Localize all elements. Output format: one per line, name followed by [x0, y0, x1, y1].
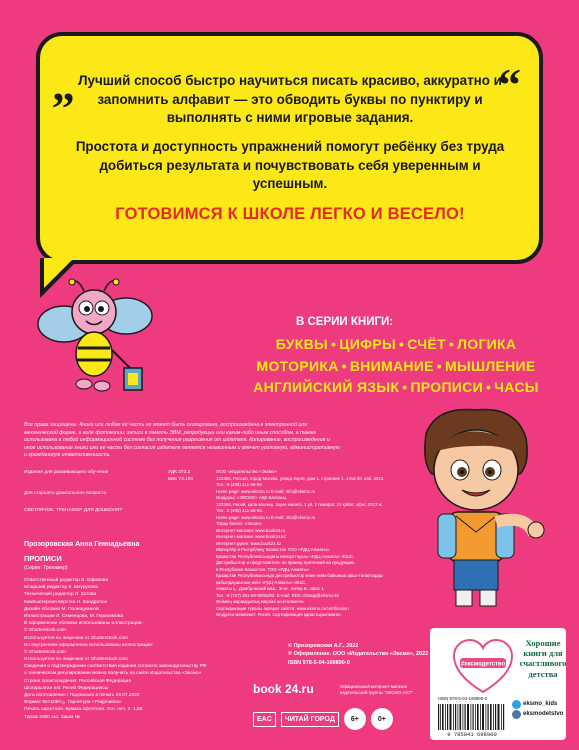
- age-rating-0: 0+: [371, 708, 393, 730]
- credit-line: Дата изготовления / Подписано в печать 29.07.2022: [24, 693, 140, 698]
- series-item: СЧЁТ: [407, 336, 446, 352]
- credit-line: Используется по лицензии от Shutterstock.com: [24, 635, 128, 641]
- chitay-gorod-logo: ЧИТАЙ ГОРОД: [281, 712, 339, 727]
- publisher-line: Интернет-магазин: www.book24.ru: [216, 527, 286, 533]
- series-title: В СЕРИИ КНИГИ:: [296, 316, 394, 328]
- publisher-line: Тел.: 8 (727) 251-59-90/91/92; E-mail: RDC-Almaty@eksmo.kz: [216, 592, 340, 598]
- imprint-classification: [168, 469, 210, 483]
- copyright-line: © Оформление. ООО «Издательство «Эксмо», 2022: [288, 651, 429, 658]
- publisher-line: Home page: www.eksmo.ru E-mail: info@eksmo.ru: [216, 514, 316, 520]
- publisher-line: Тел.: 8 (495) 411-68-86.: [216, 482, 263, 488]
- credit-line: Тираж 2000 экз. Заказ №: [24, 714, 80, 720]
- credit-line: © Shutterstock.com: [24, 628, 66, 634]
- series-list: [226, 334, 566, 399]
- publisher-line: Өндіруші: «ЭКСМО» АҚБ Баспасы,: [216, 495, 288, 501]
- copyright-notice: Все права защищены. Книга или любая ее часть не может быть скопирована, воспроизведена в электронной или механической форме, в виде фотокопии, записи в память ЭВМ, репродукции или каким-либо иным способом, а также использована в любой информационной системе без получения разрешения от издателя. Копирование, воспроизведение и иное использование книги или ее части без согласия издателя является незаконным и влечет уголовную, административную и гражданскую ответственность.: [24, 422, 340, 459]
- publisher-line: Интернет-дүкен: www.book24.kz: [216, 540, 282, 546]
- age-note: Для старшего дошкольного возраста: [24, 491, 107, 497]
- publisher-line: 123308, Россия, город Москва, улица Зорге, дом 1, строение 1, этаж 20, каб. 2013.: [216, 475, 385, 481]
- series-separator: •: [448, 336, 455, 352]
- copyright-line: © Прозоровская А.Г., 2022: [288, 643, 359, 649]
- barcode-isbn: ISBN 978-5-04-169890-0: [438, 696, 488, 701]
- edition-note: Издание для развивающего обучения: [24, 470, 109, 475]
- publisher-line: Импортёр в Республику Казахстан ТОО «РДЦ-Алматы».: [216, 547, 331, 553]
- publisher-line: 123308, Ресей, қала Мәскеу, Зорге көшесі, 1 үй, 1 ғимарат, 20 қабат, офис 2013 ж.: [216, 501, 383, 507]
- eac-mark: EAC: [253, 712, 276, 727]
- series-item: ПРОПИСИ: [410, 379, 483, 396]
- publisher-line: Алматы қ., Домбровский көш., 3«а», литер Б, офис 1.: [216, 586, 325, 592]
- publisher-line: Дистрибьютор и представитель по приему претензий на продукцию,: [216, 560, 356, 566]
- series-separator: •: [436, 357, 442, 374]
- credit-line: Страна происхождения: Российская Федерация: [24, 678, 131, 684]
- age-rating-6: 6+: [344, 708, 366, 730]
- credit-line: Используется по лицензии от Shutterstock.com: [24, 657, 128, 663]
- copyright-block: [288, 642, 438, 667]
- series-separator: •: [341, 357, 347, 374]
- series-item: ЦИФРЫ: [339, 336, 396, 352]
- credit-line: Дизайн обложки М. Полищукиной: [24, 606, 99, 612]
- social-item-eksmodetstvo[interactable]: [512, 710, 566, 720]
- isbn: ISBN 978-5-04-169890-0: [288, 659, 350, 666]
- udk-code: УДК 373.2: [168, 470, 191, 475]
- credit-line: Технический редактор Л. Зотова: [24, 592, 97, 598]
- series-separator: •: [485, 379, 492, 396]
- series-item: ЛОГИКА: [457, 336, 517, 352]
- open-quote: „: [52, 59, 75, 110]
- credit-line: Печать офсетная. Бумага офсетная. Усл. печ. л. 1,68.: [24, 707, 144, 713]
- credit-line: © Shutterstock.com: [24, 649, 66, 655]
- barcode: [436, 700, 508, 738]
- footer-logos: [253, 704, 393, 734]
- badge-text: #эксмодетство: [460, 661, 506, 668]
- heart-badge-icon: [452, 638, 514, 694]
- credits-list: [24, 577, 224, 721]
- social-handle: eksmo_kids: [523, 701, 558, 707]
- boy-character-illustration: [396, 404, 556, 614]
- publisher-line: Тауар белгісі: «Эксмо»: [216, 521, 263, 527]
- author-name: Прозоровская Анна Геннадьевна: [24, 541, 140, 548]
- series-short: СВЕТЛЯЧОК. ТРЕНАЖЕР ДЛЯ ДОШКОЛЯТ: [24, 508, 123, 514]
- series-separator: •: [331, 336, 337, 352]
- book-info: (Серия: Тренажер): [24, 565, 68, 571]
- publisher-line: Қазақстан Республикасында дистрибьютор және өнім бойынша арыз-талаптарды: [216, 573, 384, 579]
- credit-line: Иллюстрации Л. Семенцова, М. Герасимова: [24, 613, 123, 619]
- publisher-block: [216, 469, 396, 619]
- publisher-line: Home page: www.eksmo.ru E-mail: info@eksmo.ru: [216, 488, 316, 494]
- close-quote: “: [498, 59, 521, 110]
- social-links: [512, 700, 566, 719]
- slogan: ГОТОВИМСЯ К ШКОЛЕ ЛЕГКО И ВЕСЕЛО!: [115, 205, 465, 223]
- credit-line: Во внутреннем оформлении использованы иллюстрации:: [24, 642, 154, 648]
- benefit-paragraph: Простота и доступность упражнений помогут ребёнку без труда добиться результата и почувствовать себя уверенным и успешным.: [75, 139, 505, 191]
- book-title: ПРОПИСИ: [24, 554, 62, 563]
- series-separator: •: [399, 336, 405, 352]
- publisher-line: Тел.: 8 (495) 411-68-86.: [216, 508, 263, 514]
- publisher-line: Интернет-магазин: www.book24.kz: [216, 534, 286, 540]
- series-item: ЧАСЫ: [494, 379, 539, 396]
- telegram-icon: [512, 700, 521, 709]
- series-item: МЫШЛЕНИЕ: [444, 357, 536, 374]
- vk-icon: [512, 710, 521, 719]
- credit-line: Сведения о подтверждении соответствия издания согласно законодательству РФ: [24, 664, 207, 670]
- barcode-digits: 9 785041 698900: [447, 731, 497, 738]
- series-item: МОТОРИКА: [256, 357, 339, 374]
- credit-line: Младший редактор К. Шкурупова: [24, 585, 99, 591]
- publisher-line: Өнімнің жарамдылық мерзімі шектелмеген.: [216, 599, 305, 605]
- credit-line: Формат 84×108¹/₁₆. Гарнитура «Pragmatica»: [24, 700, 122, 706]
- card-title: Хорошие книги для счастливого детства: [519, 638, 567, 679]
- social-handle: eksmodetstvo: [523, 710, 564, 717]
- credit-line: Шығарылған елі: Ресей Федерациясы: [24, 685, 109, 691]
- imprint-left-column: [24, 469, 154, 515]
- social-item-eksmo-kids[interactable]: [512, 700, 566, 710]
- series-item: ВНИМАНИЕ: [349, 357, 434, 374]
- book24-logo: book 24.ru: [253, 682, 314, 696]
- publisher-line: қабылдаушының өкілі «РДЦ-Алматы» ЖШС,: [216, 579, 307, 585]
- credit-line: В оформлении обложки использованы иллюстрации:: [24, 621, 143, 627]
- intro-paragraph: Лучший способ быстро научиться писать красиво, аккуратно и запомнить алфавит — это обводить буквы по пунктиру и выполнять с ними игровые задания.: [78, 73, 502, 125]
- publisher-line: Сертификация туралы ақпарат сайтта: www.eksmo.ru/certification: [216, 605, 349, 611]
- publisher-line: Қазақстан Республикасындағы импорттаушы «РДЦ-Алматы» ЖШС.: [216, 553, 355, 559]
- credit-line: о техническом регулировании можно получить на сайте Издательства «Эксмо»: [24, 671, 202, 677]
- series-item: БУКВЫ: [275, 336, 328, 352]
- publisher-line: ООО «Издательство «Эксмо»: [216, 469, 277, 474]
- firefly-character-illustration: [34, 276, 154, 406]
- credit-line: Компьютерная верстка Н. Кондратюк: [24, 599, 107, 605]
- bbk-code: ББК 74.104: [168, 477, 194, 483]
- series-item: АНГЛИЙСКИЙ ЯЗЫК: [253, 379, 400, 396]
- publisher-line: Өндірген мемлекет: Ресей. Сертификация қарастырылмаған: [216, 612, 341, 618]
- publisher-line: в Республике Казахстан: ТОО «РДЦ-Алматы»: [216, 566, 310, 572]
- book24-note: Официальный интернет-магазин издательской группы "ЭКСМО-АСТ": [340, 684, 413, 695]
- series-separator: •: [402, 379, 408, 396]
- credit-line: Ответственный редактор В. Ефимова: [24, 578, 109, 583]
